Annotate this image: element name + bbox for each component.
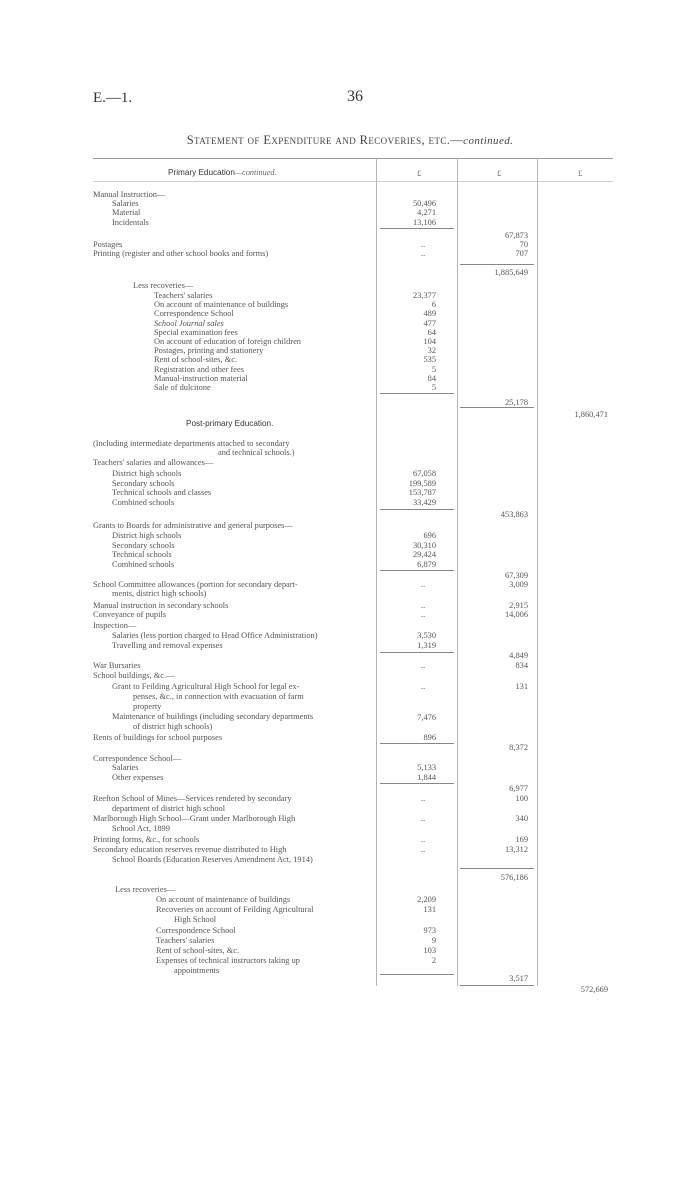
list-item-label: Sale of dulcitone xyxy=(154,383,211,392)
recovery-expenses-amount: 2 xyxy=(431,956,436,965)
primary-heading xyxy=(168,168,277,177)
list-item-label: Postages, printing and stationery xyxy=(154,346,264,356)
printing-forms-amount: 169 xyxy=(515,835,528,844)
committee-line-1: School Committee allowances (portion for secondary depart- xyxy=(93,580,298,589)
marlborough-line-2: School Act, 1899 xyxy=(112,824,170,833)
list-item-label: School Journal sales xyxy=(154,318,224,328)
inspection-total: 4,849 xyxy=(509,651,528,660)
feilding-line-1: Grant to Feilding Agricultural High School for legal ex- xyxy=(112,682,300,691)
grants-label: Grants to Boards for administrative and general purposes— xyxy=(93,521,293,530)
recovery-maintenance-amount: 2,209 xyxy=(417,895,436,904)
post-incl-2: and technical schools.) xyxy=(218,448,295,457)
post-subtotal: 576,186 xyxy=(500,873,528,882)
feilding-amount: 131 xyxy=(515,682,528,691)
rule xyxy=(380,570,454,571)
rule xyxy=(460,407,534,408)
list-item-amount: 6 xyxy=(431,300,436,310)
col2-head: £ xyxy=(497,168,502,178)
manual-material-amount: 4,271 xyxy=(417,208,436,217)
war-bursaries-amount: 834 xyxy=(515,661,528,670)
header-rule xyxy=(93,181,613,182)
list-item-label: Teachers' salaries xyxy=(154,291,213,300)
manual-total: 67,873 xyxy=(504,231,528,240)
col3-head: £ xyxy=(578,168,583,178)
recovery-expenses-line-1: Expenses of technical instructors taking up xyxy=(156,956,300,965)
manual-salaries-label: Salaries xyxy=(112,199,139,208)
war-bursaries-label: War Bursaries xyxy=(93,661,141,670)
list-item-label: Secondary schools xyxy=(112,540,175,550)
postages-dots: .. xyxy=(421,240,426,249)
primary-subtotal: 1,885,649 xyxy=(494,268,528,277)
post-less-recoveries: Less recoveries— xyxy=(115,885,176,894)
committee-line-2: ments, district high schools) xyxy=(112,589,207,598)
marlborough-amount: 340 xyxy=(515,814,528,823)
printing-amount: 707 xyxy=(515,249,528,258)
list-item-amount: 29,424 xyxy=(412,550,436,560)
list-item-label: District high schools xyxy=(112,469,182,478)
teachers-salaries-label: Teachers' salaries and allowances— xyxy=(93,458,214,467)
manual-salaries-amount: 50,496 xyxy=(412,199,436,208)
maintenance-line-1: Maintenance of buildings (including secondary departments xyxy=(112,712,314,721)
rents-label: Rents of buildings for school purposes xyxy=(93,733,223,742)
reserves-line-2: School Boards (Education Reserves Amendment Act, 1914) xyxy=(112,855,313,864)
feilding-line-3: property xyxy=(133,702,162,711)
list-item-label: Combined schools xyxy=(112,559,175,569)
postages-label: Postages xyxy=(93,240,123,249)
page-number: 36 xyxy=(347,88,363,105)
correspondence-other-amount: 1,844 xyxy=(417,773,436,782)
committee-dots: .. xyxy=(421,580,426,589)
printing-dots: .. xyxy=(421,249,426,258)
list-item-label: Registration and other fees xyxy=(154,364,245,374)
inspection-salaries-amount: 3,530 xyxy=(417,631,436,640)
primary-heading-suffix: —continued. xyxy=(234,168,277,177)
manual-material-label: Material xyxy=(112,208,141,217)
printing-forms-dots: .. xyxy=(421,835,426,844)
list-item-amount: 23,377 xyxy=(412,291,436,300)
list-item-amount: 489 xyxy=(423,309,436,319)
postages-amount: 70 xyxy=(519,240,528,249)
recovery-correspondence-label: Correspondence School xyxy=(156,926,236,935)
statement-title-main: Statement of Expenditure and Recoveries, etc.— xyxy=(186,133,464,147)
list-item-amount: 32 xyxy=(427,346,436,356)
rule xyxy=(460,985,534,986)
reserves-amount: 13,312 xyxy=(504,845,528,854)
maintenance-amount: 7,476 xyxy=(417,713,436,722)
manual-secondary-dots: .. xyxy=(421,601,426,610)
list-item-amount: 64 xyxy=(427,327,436,337)
rule xyxy=(380,652,454,653)
correspondence-label: Correspondence School— xyxy=(93,754,182,763)
primary-net-total: 1,860,471 xyxy=(574,410,608,419)
list-item-label: Technical schools and classes xyxy=(112,488,212,498)
col1-head: £ xyxy=(417,168,422,178)
list-item-label: On account of education of foreign children xyxy=(154,337,301,346)
conveyance-amount: 14,006 xyxy=(504,610,528,619)
conveyance-dots: .. xyxy=(421,610,426,619)
recovery-expenses-line-2: appointments xyxy=(174,966,220,975)
list-item-amount: 33,429 xyxy=(412,497,436,507)
teachers-total: 453,863 xyxy=(500,510,528,519)
school-buildings-label: School buildings, &c.— xyxy=(93,671,175,680)
reefton-dots: .. xyxy=(421,794,426,803)
post-recoveries-total: 3,517 xyxy=(509,974,528,983)
grants-total: 67,309 xyxy=(504,571,528,580)
list-item-label: Combined schools xyxy=(112,497,175,507)
list-item-label: Special examination fees xyxy=(154,327,238,337)
correspondence-other-label: Other expenses xyxy=(112,773,164,782)
list-item-label: Secondary schools xyxy=(112,478,175,488)
recovery-correspondence-amount: 973 xyxy=(423,926,436,935)
list-item-amount: 477 xyxy=(423,318,436,328)
rule xyxy=(380,743,454,744)
feilding-dots: .. xyxy=(421,682,426,691)
manual-incidentals-label: Incidentals xyxy=(112,218,149,227)
list-item-amount: 84 xyxy=(427,373,436,383)
statement-title-continued: continued. xyxy=(463,135,514,147)
post-primary-heading: Post-primary Education. xyxy=(186,419,274,428)
list-item-amount: 5 xyxy=(431,383,436,392)
statement-title xyxy=(0,133,700,148)
list-item-amount: 153,787 xyxy=(408,488,436,498)
recovery-teachers-amount: 9 xyxy=(431,936,436,945)
correspondence-salaries-label: Salaries xyxy=(112,763,139,772)
committee-amount: 3,009 xyxy=(509,580,528,589)
feilding-line-2: penses, &c., in connection with evacuation of farm xyxy=(133,692,304,701)
column-divider-2 xyxy=(457,158,458,986)
manual-secondary-amount: 2,915 xyxy=(509,601,528,610)
list-item-amount: 67,058 xyxy=(412,469,436,478)
list-item-amount: 104 xyxy=(423,337,436,346)
primary-heading-text: Primary Education xyxy=(168,168,235,177)
list-item-amount: 696 xyxy=(423,531,436,540)
correspondence-salaries-amount: 5,133 xyxy=(417,763,436,772)
primary-recoveries-total: 25,178 xyxy=(504,398,528,407)
recovery-feilding-amount: 131 xyxy=(423,905,436,914)
document-reference: E.—1. xyxy=(93,90,133,106)
post-incl-1: (Including intermediate departments attached to secondary xyxy=(93,439,290,448)
list-item-label: Technical schools xyxy=(112,550,172,560)
column-divider-3 xyxy=(537,158,538,986)
list-item-amount: 30,310 xyxy=(412,540,436,550)
rule xyxy=(380,974,454,975)
manual-incidentals-amount: 13,106 xyxy=(412,218,436,227)
list-item-amount: 5 xyxy=(431,364,436,374)
list-item-label: Manual-instruction material xyxy=(154,373,248,383)
marlborough-dots: .. xyxy=(421,814,426,823)
reserves-line-1: Secondary education reserves revenue distributed to High xyxy=(93,845,287,854)
list-item-amount: 6,879 xyxy=(417,559,436,569)
printing-forms-label: Printing forms, &c., for schools xyxy=(93,835,200,844)
inspection-travel-label: Travelling and removal expenses xyxy=(112,641,223,650)
table-top-rule xyxy=(93,158,613,159)
inspection-label: Inspection— xyxy=(93,621,137,630)
recovery-maintenance-label: On account of maintenance of buildings xyxy=(156,895,291,904)
list-item-label: Correspondence School xyxy=(154,309,234,319)
inspection-salaries-label: Salaries (less portion charged to Head Office Administration) xyxy=(112,631,318,640)
list-item-amount: 199,589 xyxy=(408,478,436,488)
recovery-feilding-line-1: Recoveries on account of Feilding Agricultural xyxy=(156,905,314,914)
rule xyxy=(380,228,454,229)
rule xyxy=(380,393,454,394)
post-net-total: 572,669 xyxy=(580,985,608,994)
manual-secondary-label: Manual instruction in secondary schools xyxy=(93,601,229,610)
rule xyxy=(380,783,454,784)
marlborough-line-1: Marlborough High School—Grant under Marlborough High xyxy=(93,814,296,823)
maintenance-line-2: of district high schools) xyxy=(133,722,213,731)
war-bursaries-dots: .. xyxy=(421,661,426,670)
primary-less-recoveries: Less recoveries— xyxy=(133,281,194,290)
recovery-rent-amount: 103 xyxy=(423,946,436,955)
reefton-line-2: department of district high school xyxy=(112,804,226,813)
reserves-dots: .. xyxy=(421,845,426,854)
list-item-amount: 535 xyxy=(423,355,436,365)
recovery-feilding-line-2: High School xyxy=(174,915,217,924)
correspondence-total: 6,977 xyxy=(509,784,528,793)
rule xyxy=(460,264,534,265)
list-item-label: On account of maintenance of buildings xyxy=(154,300,289,310)
printing-label: Printing (register and other school books and forms) xyxy=(93,249,269,258)
buildings-total: 8,372 xyxy=(509,743,528,752)
list-item-label: District high schools xyxy=(112,531,182,540)
recovery-rent-label: Rent of school-sites, &c. xyxy=(156,946,240,955)
recovery-teachers-label: Teachers' salaries xyxy=(156,936,215,945)
conveyance-label: Conveyance of pupils xyxy=(93,610,167,619)
reefton-line-1: Reefton School of Mines—Services rendered by secondary xyxy=(93,794,292,803)
rents-amount: 896 xyxy=(423,733,436,742)
manual-instruction-label: Manual Instruction— xyxy=(93,190,166,199)
rule xyxy=(460,868,534,869)
rule xyxy=(380,509,454,510)
list-item-label: Rent of school-sites, &c. xyxy=(154,355,238,365)
column-divider-1 xyxy=(376,158,377,986)
inspection-travel-amount: 1,319 xyxy=(417,641,436,650)
reefton-amount: 100 xyxy=(515,794,528,803)
